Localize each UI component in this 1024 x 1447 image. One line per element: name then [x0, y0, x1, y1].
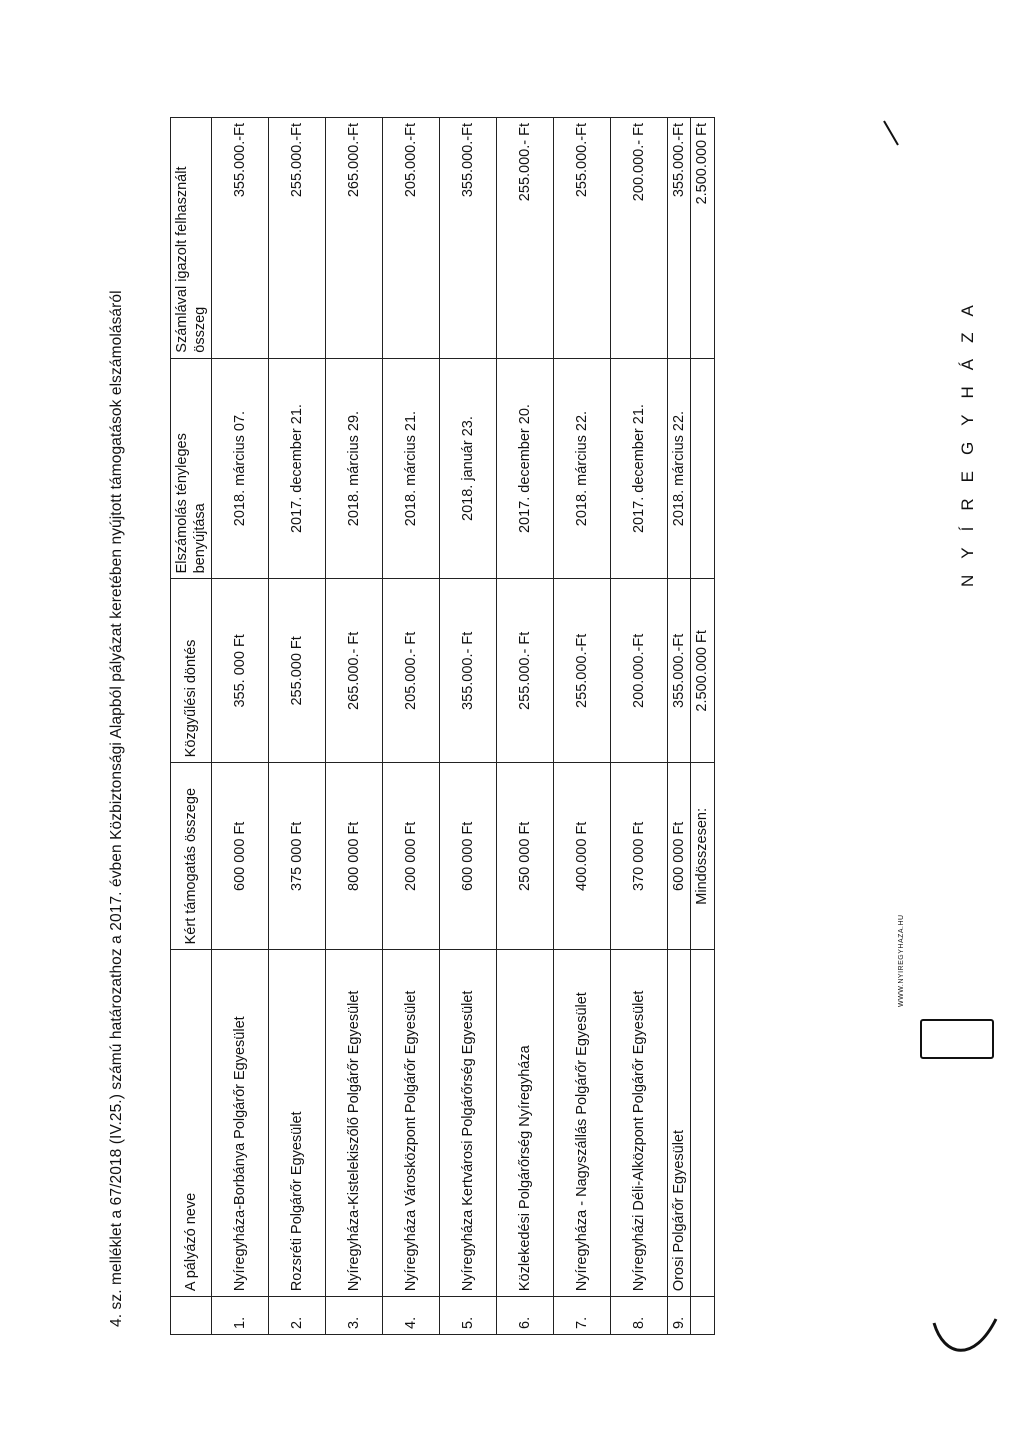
applicant-name: Nyíregyháza-Borbánya Polgárőr Egyesület — [212, 950, 269, 1297]
table-row — [497, 118, 554, 1335]
submission-date: 2018. március 21. — [383, 358, 440, 579]
verified-amount: 205.000.-Ft — [383, 118, 440, 359]
submission-date: 2018. március 29. — [326, 358, 383, 579]
row-number: 9. — [668, 1297, 691, 1335]
applicant-name: Nyíregyházi Déli-Alközpont Polgárőr Egyesület — [611, 950, 668, 1297]
applicant-name: Rozsréti Polgárőr Egyesület — [269, 950, 326, 1297]
requested-amount: 600 000 Ft — [668, 763, 691, 950]
submission-date: 2017. december 21. — [611, 358, 668, 579]
total-verified: 2.500.000 Ft — [691, 118, 714, 359]
requested-amount: 250 000 Ft — [497, 763, 554, 950]
verified-amount: 355.000.-Ft — [212, 118, 269, 359]
support-settlement-table — [170, 117, 715, 1335]
verified-amount: 355.000.-Ft — [440, 118, 497, 359]
submission-date: 2018. március 07. — [212, 358, 269, 579]
table-row — [440, 118, 497, 1335]
document-header: 4. sz. melléklet a 67/2018 (IV.25.) számú határozathoz a 2017. évben Közbiztonsági Alapból pályázat keretében nyújtott támogatások elszámolásáról — [108, 290, 125, 1327]
assembly-decision: 255.000.- Ft — [497, 579, 554, 763]
verified-amount: 200.000.- Ft — [611, 118, 668, 359]
footer-brand: NYÍREGYHÁZA — [958, 289, 977, 587]
row-number: 4. — [383, 1297, 440, 1335]
requested-amount: 800 000 Ft — [326, 763, 383, 950]
assembly-decision: 205.000.- Ft — [383, 579, 440, 763]
total-spacer — [691, 358, 714, 579]
verified-amount: 255.000.-Ft — [554, 118, 611, 359]
assembly-decision: 265.000.- Ft — [326, 579, 383, 763]
row-number: 2. — [269, 1297, 326, 1335]
requested-amount: 370 000 Ft — [611, 763, 668, 950]
requested-amount: 200 000 Ft — [383, 763, 440, 950]
total-spacer — [691, 1297, 714, 1335]
row-number: 6. — [497, 1297, 554, 1335]
submission-date: 2018. március 22. — [668, 358, 691, 579]
submission-date: 2018. január 23. — [440, 358, 497, 579]
col-header-decision: Közgyűlési döntés — [171, 579, 212, 763]
row-number: 1. — [212, 1297, 269, 1335]
row-number: 7. — [554, 1297, 611, 1335]
table-row — [554, 118, 611, 1335]
applicant-name: Közlekedési Polgárőrség Nyíregyháza — [497, 950, 554, 1297]
assembly-decision: 355.000.-Ft — [668, 579, 691, 763]
total-spacer — [691, 950, 714, 1297]
pen-mark-icon — [880, 117, 900, 147]
total-label: Mindösszesen: — [691, 763, 714, 950]
submission-date: 2018. március 22. — [554, 358, 611, 579]
verified-amount: 255.000.- Ft — [497, 118, 554, 359]
footer-url: WWW.NYIREGYHAZA.HU — [898, 914, 905, 1007]
verified-amount: 255.000.-Ft — [269, 118, 326, 359]
requested-amount: 375 000 Ft — [269, 763, 326, 950]
col-header-verified: Számlával igazolt felhasznált összeg — [171, 118, 212, 359]
row-number: 8. — [611, 1297, 668, 1335]
col-header-requested: Kért támogatás összege — [171, 763, 212, 950]
col-header-submitted: Elszámolás tényleges benyújtása — [171, 358, 212, 579]
applicant-name: Nyíregyháza - Nagyszállás Polgárőr Egyesület — [554, 950, 611, 1297]
applicant-name: Nyíregyháza Kertvárosi Polgárőrség Egyesület — [440, 950, 497, 1297]
table-row — [668, 118, 691, 1335]
table-row — [326, 118, 383, 1335]
submission-date: 2017. december 20. — [497, 358, 554, 579]
submission-date: 2017. december 21. — [269, 358, 326, 579]
applicant-name: Nyíregyháza Városközpont Polgárőr Egyesület — [383, 950, 440, 1297]
total-row — [691, 118, 714, 1335]
applicant-name: Nyíregyháza-Kistelekiszőlő Polgárőr Egyesület — [326, 950, 383, 1297]
requested-amount: 400.000 Ft — [554, 763, 611, 950]
table-row — [611, 118, 668, 1335]
requested-amount: 600 000 Ft — [212, 763, 269, 950]
col-header-applicant: A pályázó neve — [171, 950, 212, 1297]
assembly-decision: 355. 000 Ft — [212, 579, 269, 763]
row-number: 3. — [326, 1297, 383, 1335]
col-header-number — [171, 1297, 212, 1335]
swoosh-logo-icon — [930, 1313, 1000, 1367]
verified-amount: 265.000.-Ft — [326, 118, 383, 359]
table-row — [269, 118, 326, 1335]
total-decision: 2.500.000 Ft — [691, 579, 714, 763]
verified-amount: 355.000.-Ft — [668, 118, 691, 359]
requested-amount: 600 000 Ft — [440, 763, 497, 950]
stamp-box-icon — [920, 1019, 994, 1059]
assembly-decision: 200.000.-Ft — [611, 579, 668, 763]
applicant-name: Orosi Polgárőr Egyesület — [668, 950, 691, 1297]
assembly-decision: 255.000 Ft — [269, 579, 326, 763]
table-row — [212, 118, 269, 1335]
assembly-decision: 355.000.- Ft — [440, 579, 497, 763]
table-row — [383, 118, 440, 1335]
row-number: 5. — [440, 1297, 497, 1335]
assembly-decision: 255.000.-Ft — [554, 579, 611, 763]
